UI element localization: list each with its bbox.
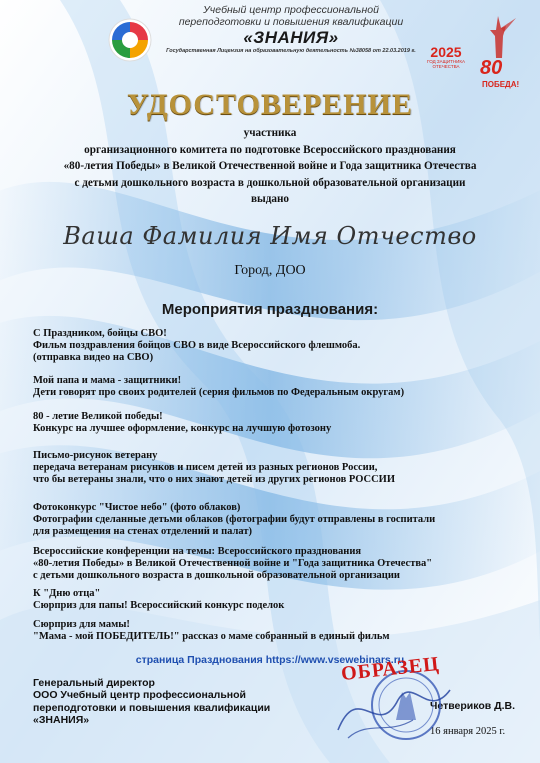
issue-date: 16 января 2025 г. — [430, 726, 506, 737]
events-heading: Мероприятия празднования: — [161, 301, 379, 318]
recipient-city: Город, ДОО — [234, 263, 306, 278]
event-item — [33, 619, 528, 643]
center-logo-icon — [108, 18, 152, 62]
director-block — [33, 677, 293, 726]
certificate-title: УДОСТОВЕРЕНИЕ — [127, 88, 413, 121]
event-line: К "Дню отца" — [33, 588, 101, 599]
event-line: Фильм поздравления бойцов СВО в виде Всероссийского флешмоба. — [33, 340, 361, 351]
celebration-page-link[interactable]: страница Празднования https://www.vsewebinars.ru — [135, 654, 405, 666]
victory-number: 80 — [480, 57, 503, 79]
event-line: С Праздником, бойцы СВО! — [33, 328, 167, 339]
event-item — [33, 588, 528, 612]
event-item — [33, 450, 528, 486]
event-line: что бы ветераны знали, что о них знают детей из других регионов РОССИИ — [33, 474, 396, 485]
event-line: «80-летия Победы» в Великой Отечественной войне и "Года защитника Отечества" — [33, 558, 433, 569]
year-of-defender-emblem — [424, 45, 468, 69]
director-line: ООО Учебный центр профессиональной — [33, 689, 247, 702]
event-line: Сюрприз для мамы! — [33, 619, 130, 630]
license-text: Государственная Лицензия на образовательную деятельность №38058 от 22.03.2019 г. — [166, 48, 416, 54]
event-line: Конкурс на лучшее оформление, конкурс на лучшую фотозону — [33, 423, 332, 434]
year-number: 2025 — [430, 44, 462, 60]
year-caption: ГОД ЗАЩИТНИКА ОТЕЧЕСТВА — [427, 59, 465, 69]
event-item — [33, 411, 528, 435]
intro-line: выдано — [250, 193, 290, 205]
event-line: Всероссийские конференции на темы: Всероссийского празднования — [33, 546, 362, 557]
org-line-1: Учебный центр профессиональной — [203, 4, 379, 16]
event-item — [33, 502, 528, 538]
victory-word: ПОБЕДА! — [482, 80, 520, 89]
event-line: Сюрприз для папы! Всероссийский конкурс поделок — [33, 600, 285, 611]
event-line: 80 - летие Великой победы! — [33, 411, 163, 422]
certificate-intro — [40, 125, 500, 208]
org-name: «ЗНАНИЯ» — [243, 28, 339, 47]
director-line: Генеральный директор — [33, 677, 155, 689]
org-line-2: переподготовки и повышения квалификации — [178, 16, 404, 28]
event-line: Фотографии сделанные детьми облаков (фотографии будут отправлены в госпитали — [33, 514, 436, 525]
event-line: (отправка видео на СВО) — [33, 352, 154, 363]
official-stamp — [318, 650, 458, 745]
organization-header — [160, 4, 422, 55]
director-line: «ЗНАНИЯ» — [33, 713, 90, 726]
event-line: Мой папа и мама - защитники! — [33, 375, 182, 386]
event-line: с детьми дошкольного возраста в дошкольной образовательной организации — [33, 570, 400, 581]
event-item — [33, 328, 528, 364]
event-line: для размещения на стенах отделений и палат) — [33, 526, 253, 537]
event-item — [33, 375, 528, 399]
intro-line: организационного комитета по подготовке Всероссийского празднования — [84, 143, 456, 156]
intro-line: с детьми дошкольного возраста в дошкольной образовательной организации — [74, 176, 466, 189]
event-line: Дети говорят про своих родителей (серия фильмов по Федеральным округам) — [33, 387, 405, 398]
event-line: "Мама - мой ПОБЕДИТЕЛЬ!" рассказ о маме собранный в единый фильм — [33, 631, 390, 642]
intro-line: участника — [243, 127, 297, 139]
event-line: Фотоконкурс "Чистое небо" (фото облаков) — [33, 502, 241, 513]
victory-80-emblem — [476, 14, 522, 96]
signer-name: Четвериков Д.В. — [430, 700, 516, 712]
director-line: переподготовки и повышения квалификации — [33, 701, 271, 714]
intro-line: «80-летия Победы» в Великой Отечественной войне и Года защитника Отечества — [63, 160, 477, 172]
recipient-name: Ваша Фамилия Имя Отчество — [63, 222, 477, 250]
monument-icon — [476, 14, 522, 60]
event-line: Письмо-рисунок ветерану — [33, 450, 158, 461]
sample-stamp-label: ОБРАЗЕЦ — [340, 652, 441, 686]
event-line: передача ветеранам рисунков и писем детей из разных регионов России, — [33, 462, 378, 473]
event-item — [33, 546, 528, 582]
